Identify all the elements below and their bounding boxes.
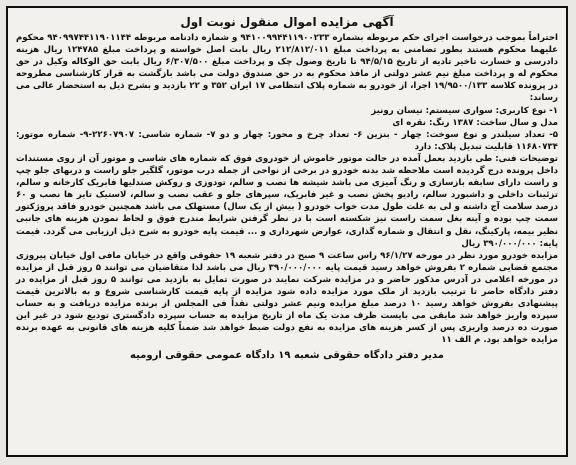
vehicle-type-line: ۱- نوع کاربری: سواری سیستم: نیسان رونیز [371, 105, 558, 116]
technical-description: توضیحات فنی: طی بازدید بعمل آمده در حالت موتور خاموش از خودروی فوق که شماره های شاسی و موتور آن از روی مستندات داخل پرونده درج گردیده است ملاحظه شد بدنه خودرو در برخی از نواحی از جمله درب موتور، گلگیر جلو راست و دربهای جلو چپ و راست دارای سابقه بازسازی و رنگ آمیزی می باشد شیشه ها نصب و سالم، تودوزی و روکش صندلیها فابریک کارخانه و سالم، تزئینات داخلی و داشبورد سالم، رادیو پخش نصب و غیر فابریک، سپرهای جلو و عقب نصب و سالم، لاستیک تایر ها نصب و ۶۰ درصد سلامت آج داشته و لی به علت طول مدت خواب خودرو ( بیش از یک سال) مستهلک می باشد همچنین خودرو فاقد پروژکتور سمت چپ بوده و آینه بغل سمت راست نیز شکسته است با در نظر گرفتن شرایط مندرج فوق و لحاظ نمودن هزینه های جانبی نظیر بیمه، پارکینگ، نقل و انتقال و شماره گذاری، عوارض شهرداری و ... قیمت پایه خودرو به شرح ذیل ارزیابی می گردد. قیمت پایه: ۳۹۰/۰۰۰/۰۰۰ ریال [16, 153, 558, 249]
vehicle-specs-line: ۵- تعداد سیلندر و نوع سوخت: چهار - بنزین ۶- تعداد چرخ و محور: چهار و دو ۷- شماره شاسی: ۲۲۶۰۷۹۰۷-۹- شماره موتور: ۱۱۶۸۰۷۳۴ قابلیت تبدیل پلاک: دارد [16, 129, 559, 152]
signature-line: مدیر دفتر دادگاه حقوقی شعبه ۱۹ دادگاه عمومی حقوقی ارومیه [130, 350, 444, 362]
auction-terms: مزایده خودرو مورد نظر در مورخه ۹۶/۱/۲۷ راس ساعت ۹ صبح در دفتر شعبه ۱۹ حقوقی واقع در خیابان مافی اول خیابان پیروزی مجتمع قضایی شماره ۲ بفروش خواهد رسید قیمت پایه ۳۹۰/۰۰۰/۰۰۰ ریال می باشد لذا متقاضیان می توانند ۵ روز قبل از مزایده در مورخه اعلامی در آدرس مذکور حاضر و در مزایده شرکت نمایند در صورت تمایل به بازدید می توانند ۵ روز قبل از مزایده در دفتر دادگاه حاضر تا ترتیب بازدید از ملک مورد مزایده داده شود مزایده از پایه قیمت کارشناسی شروع و به بالاترین قیمت پیشنهادی بفروش خواهد رسید ۱۰ درصد مبلغ مزایده ونیم عشر دولتی نقداً فی المجلس از برنده مزایده دریافت و به حساب سپرده واریز خواهد شد مابقی می بایست ظرف مدت یک ماه از تاریخ مزایده به حساب سپرده دادگستری تودیع شود در غیر این صورت ده درصد واریزی پس از کسر هزینه های مزایده به نفع دولت ضبط خواهد شد ضمناً کلیه هزینه های قانونی به عهده برنده مزایده خواهد بود. م الف ۱۱ [16, 250, 559, 346]
notice-title: آگهی مزایده اموال منقول نوبت اول [180, 15, 394, 29]
vehicle-model-line: مدل و سال ساخت: ۱۳۸۷ رنگ: نقره ای [392, 117, 558, 128]
auction-notice [6, 6, 568, 457]
intro-paragraph: احتراماً بموجب درخواست اجرای حکم مربوطه بشماره ۹۴۱۰۰۹۹۴۴۱۱۹۰۰۲۳۳ و شماره دادنامه مربوطه ۹۴۰۹۹۷۴۴۱۱۹۰۱۱۴۴ محکوم علیهما محکوم هستند بطور تضامنی به پرداخت مبلغ ۲۱۲/۸۱۲/۰۱۱ ریال بابت اصل خواسته و پرداخت مبلغ ۱۲۴۷۸۵ ریال هزینه دادرسی و خسارت تاخیر تادیه از تاریخ ۹۴/۵/۱۵ تا تاریخ وصول چک و پرداخت مبلغ ۶/۳۰۷/۵۰۰ ریال بابت حق الوکاله وکیل در حق محکوم له و پرداخت مبلغ نیم عشر دولتی از مافذ محکوم به در حق صندوق دولت می باشد بازگشت به قرار کارشناسی مطروحه در پرونده کلاسه ۱۹/۹۵۰۰/۱۳۳ اجرا، از خودرو به شماره پلاک انتظامی ۱۷ ایران ۳۵۲ و ۲۲ بازدید و بشرح ذیل به استحضار عالی می رساند: [16, 33, 559, 104]
